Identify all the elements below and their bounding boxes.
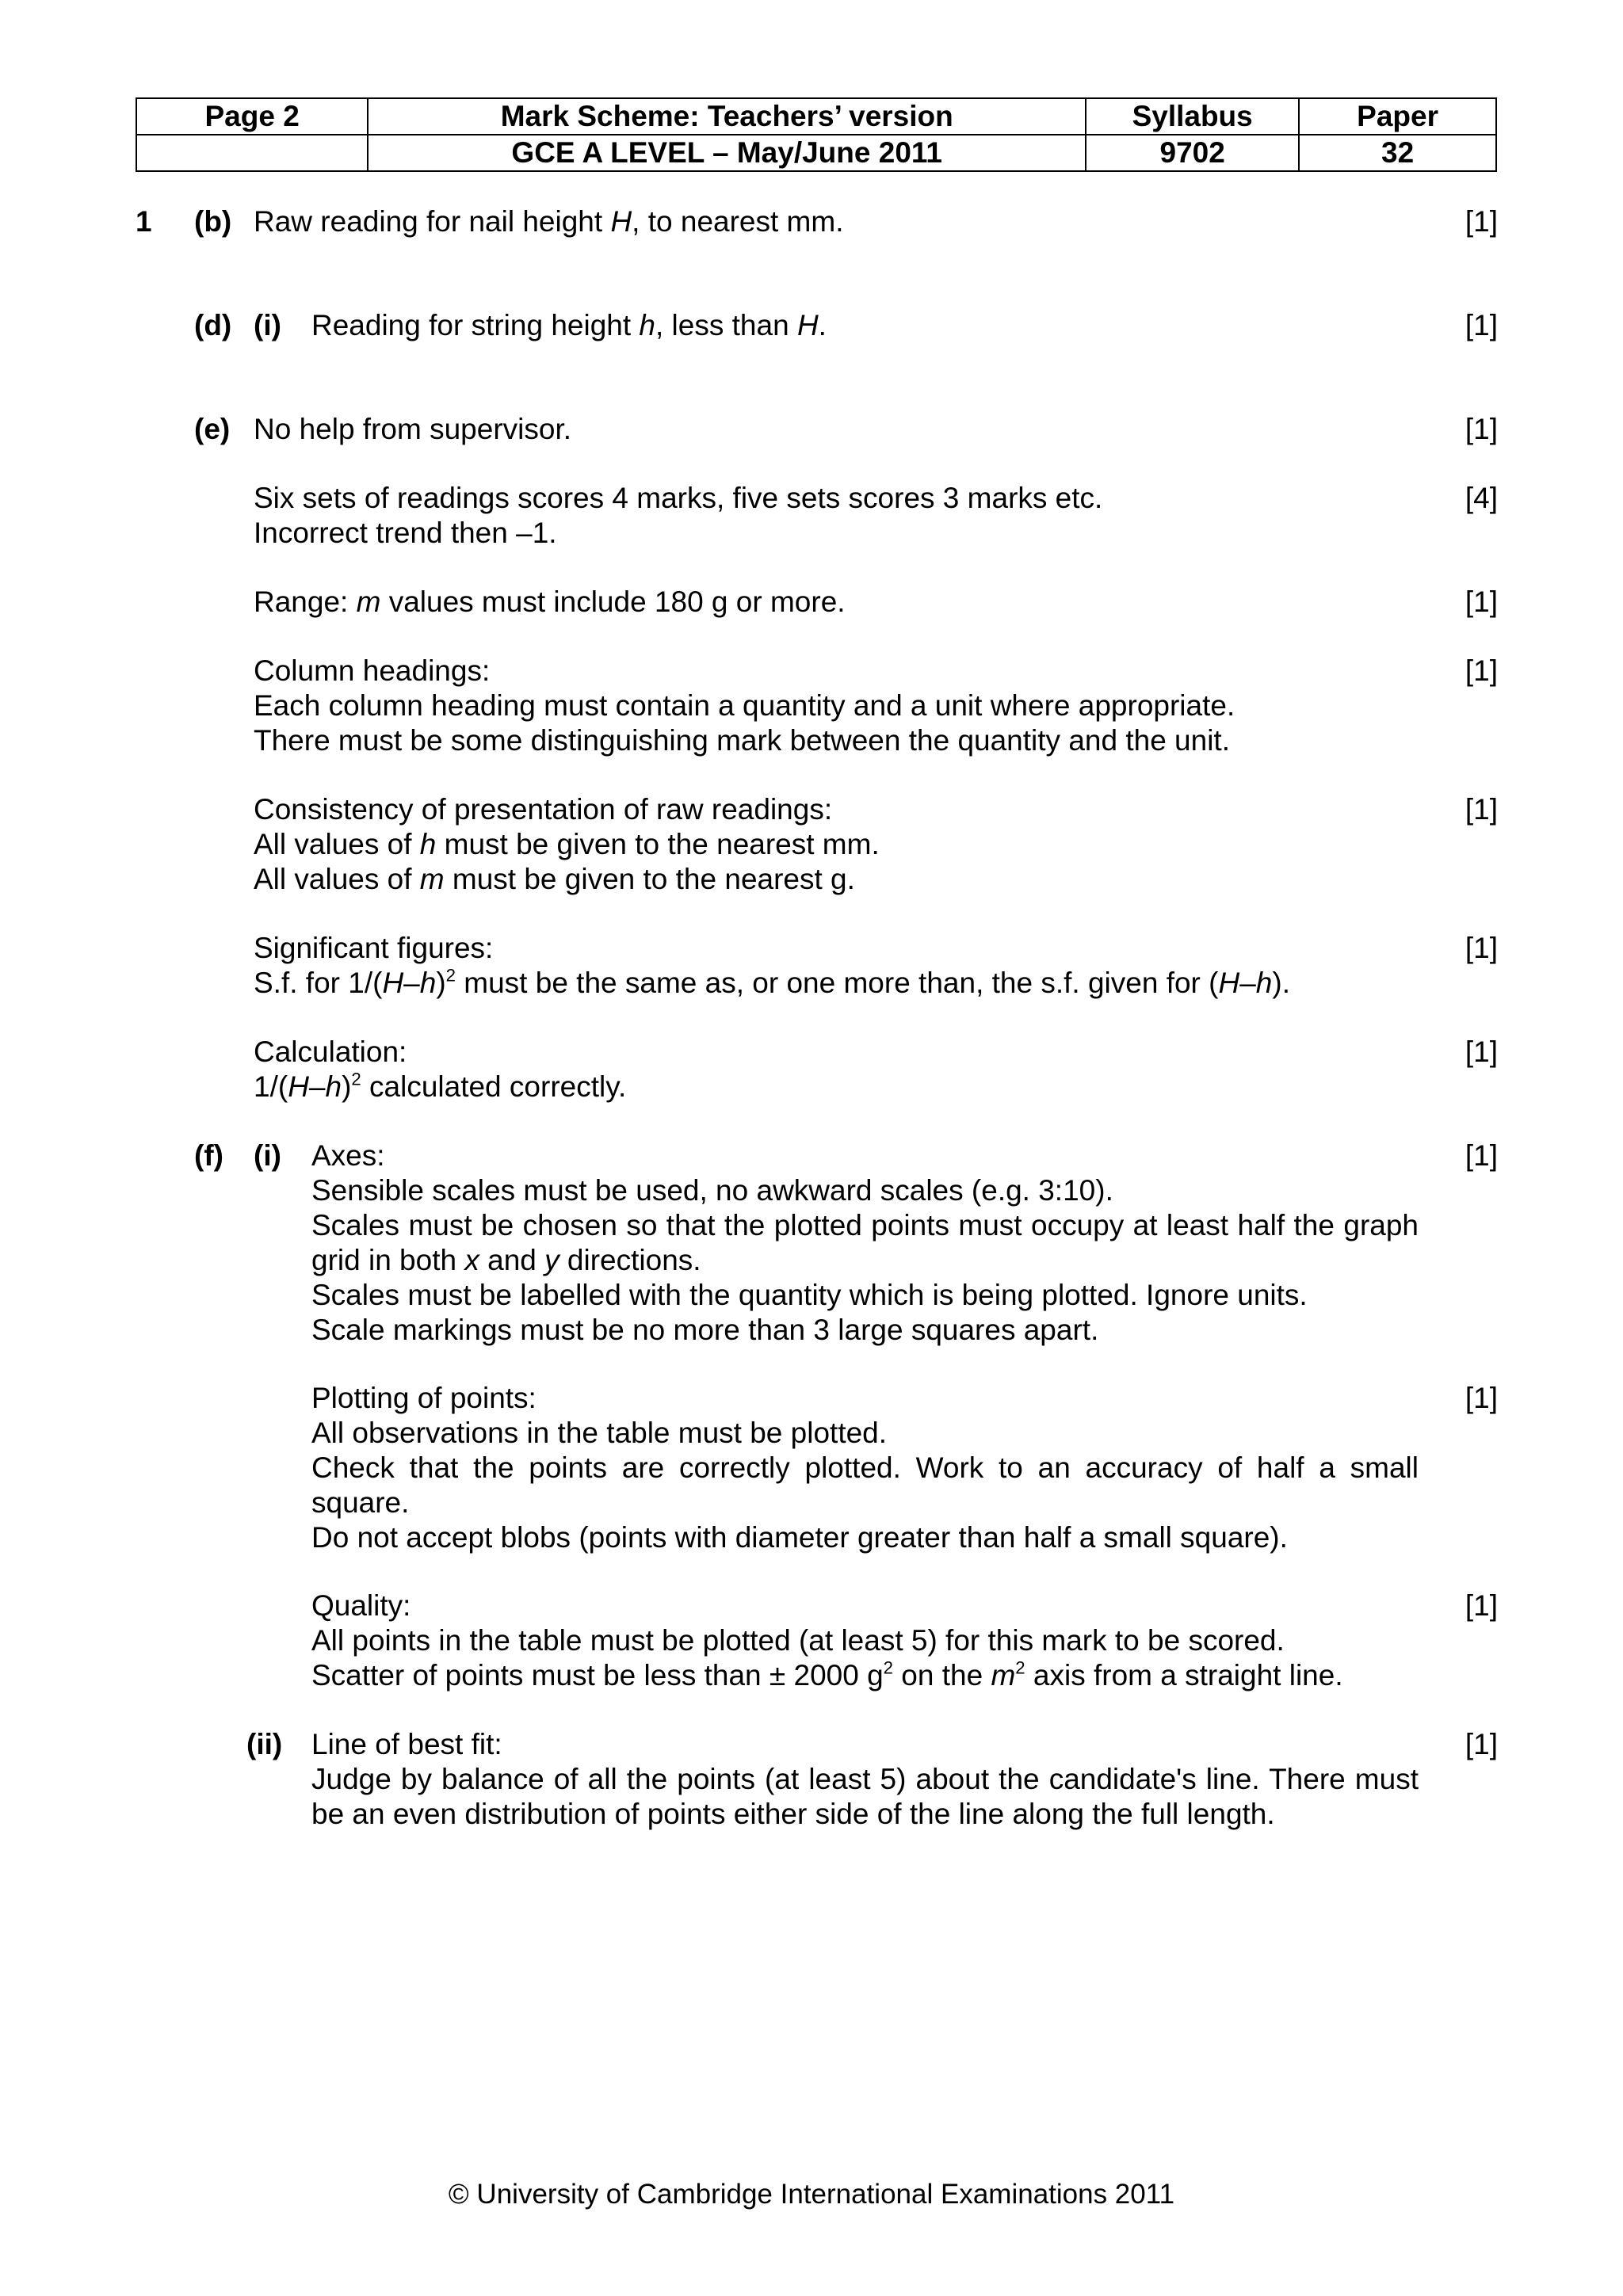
reading-sets-criteria: Six sets of readings scores 4 marks, five sets scores 3 marks etc. Incorrect trend then –1. <box>254 482 1103 549</box>
mark-f-plotting: [1] <box>1465 1382 1498 1414</box>
part-label-d: (d) <box>194 309 232 341</box>
subpart-label-f-ii: (ii) <box>246 1728 283 1760</box>
quality-criteria: Quality: All points in the table must be plotted (at least 5) for this mark to be scored. Scatter of points must be less than ± 2000 $g^2$ on the $m^2$ axis from a straight line. <box>311 1589 1343 1691</box>
paper-label-cell: Paper <box>1299 98 1496 135</box>
document-title-cell: Mark Scheme: Teachers’ version <box>368 98 1086 135</box>
line-of-best-fit-criteria: Line of best fit: Judge by balance of all the points (at least 5) about the candidate's line. There must be an even distribution of points either side of the line along the full length. <box>311 1728 1419 1830</box>
header-row <box>136 98 1496 135</box>
page-number-cell: Page 2 <box>136 98 368 135</box>
part-d-text: Reading for string height h, less than H. <box>311 309 827 341</box>
mark-e-range: [1] <box>1465 585 1498 618</box>
significant-figures-criteria: Significant figures: S.f. for $1/(H-h)^2$ must be the same as, or one more than, the s.f. given for (H–h). <box>254 932 1290 999</box>
mark-e-sets: [4] <box>1465 482 1498 514</box>
empty-cell <box>136 135 368 171</box>
syllabus-code-cell: 9702 <box>1086 135 1299 171</box>
mark-f-axes: [1] <box>1465 1139 1498 1172</box>
mark-e-consistency: [1] <box>1465 793 1498 826</box>
column-headings-criteria: Column headings: Each column heading must contain a quantity and a unit where appropriate. There must be some distinguishing mark between the quantity and the unit. <box>254 654 1235 757</box>
paper-number-cell: 32 <box>1299 135 1496 171</box>
mark-e-help: [1] <box>1465 413 1498 445</box>
mark-f-best-fit: [1] <box>1465 1728 1498 1760</box>
mark-e-sigfigs: [1] <box>1465 932 1498 964</box>
mark-e-headings: [1] <box>1465 654 1498 687</box>
syllabus-label-cell: Syllabus <box>1086 98 1299 135</box>
plotting-criteria: Plotting of points: All observations in the table must be plotted. Check that the points are correctly plotted. Work to an accuracy of half a small square. Do not accept blobs (points with diameter greater than half a small square). <box>311 1382 1419 1554</box>
axes-criteria: Axes: Sensible scales must be used, no awkward scales (e.g. 3:10). Scales must be chosen so that the plotted points must occupy at least half the graph grid in both x and y directions. Scales must be labelled with the quantity which is being plotted. Ignore units. Scale markings must be no more than 3 large squares apart. <box>311 1139 1419 1346</box>
range-criteria: Range: m values must include 180 g or more. <box>254 585 846 618</box>
calculation-criteria: Calculation: $1/(H-h)^2$ calculated correctly. <box>254 1035 627 1103</box>
part-label-f: (f) <box>194 1139 223 1172</box>
question-number: 1 <box>136 205 152 238</box>
part-b-text: Raw reading for nail height H, to nearest mm. <box>254 205 844 238</box>
subpart-label-d-i: (i) <box>254 309 281 341</box>
mark-f-quality: [1] <box>1465 1589 1498 1622</box>
mark-b: [1] <box>1465 205 1498 238</box>
header-table <box>136 97 1497 172</box>
subpart-label-f-i: (i) <box>254 1139 281 1172</box>
part-label-e: (e) <box>194 413 231 445</box>
header-row <box>136 135 1496 171</box>
mark-d: [1] <box>1465 309 1498 341</box>
mark-e-calc: [1] <box>1465 1035 1498 1068</box>
supervisor-help-text: No help from supervisor. <box>254 413 572 445</box>
part-label-b: (b) <box>194 205 232 238</box>
consistency-criteria: Consistency of presentation of raw readings: All values of h must be given to the nearest mm. All values of m must be given to the nearest g. <box>254 793 880 895</box>
exam-session-cell: GCE A LEVEL – May/June 2011 <box>368 135 1086 171</box>
copyright-footer: © University of Cambridge International Examinations 2011 <box>448 2179 1175 2210</box>
